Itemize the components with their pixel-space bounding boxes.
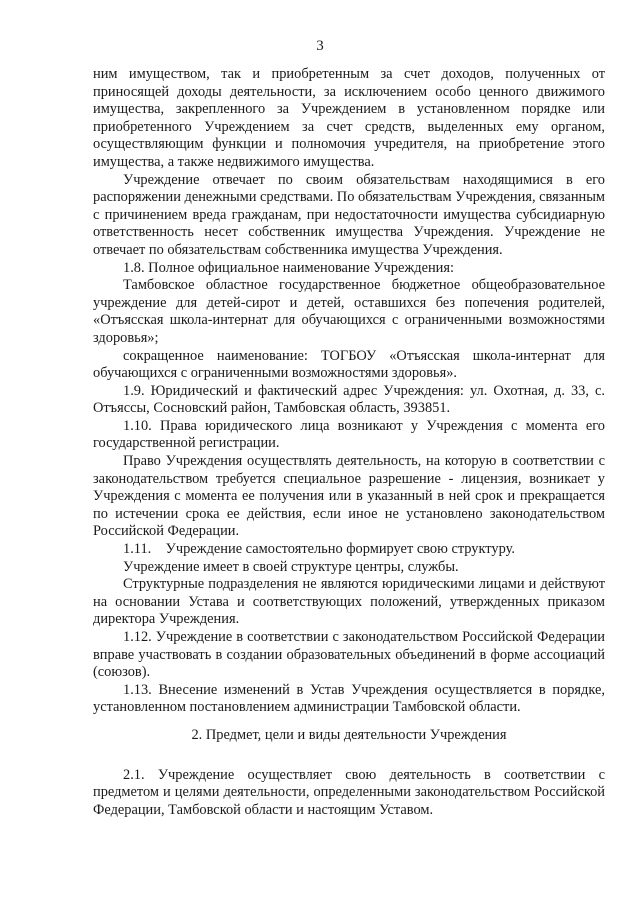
short-name: сокращенное наименование: ТОГБОУ «Отъясская школа-интернат для обучающихся с ограниченными возможностями здоровья». <box>93 347 605 382</box>
clause-1-12: 1.12. Учреждение в соответствии с законодательством Российской Федерации вправе участвовать в создании образовательных объединений в форме ассоциаций (союзов). <box>93 629 605 681</box>
clause-1-9: 1.9. Юридический и фактический адрес Учреждения: ул. Охотная, д. 33, с. Отъяссы, Сосновский район, Тамбовская область, 393851. <box>93 382 605 417</box>
clause-1-8: 1.8. Полное официальное наименование Учреждения: <box>123 259 454 276</box>
clause-1-13: 1.13. Внесение изменений в Устав Учреждения осуществляется в порядке, установленном постановлением администрации Тамбовской области. <box>93 681 605 716</box>
paragraph-property: ним имуществом, так и приобретенным за счет доходов, полученных от приносящей доходы деятельности, за исключением особо ценного движимого имущества, закрепленного за Учреждением в установленном порядке или приобретенного Учреждением за счет средств, выделенных ему органом, осуществляющим функции и полномочия учредителя, на приобретение этого имущества, а также недвижимого имущества. <box>93 66 605 170</box>
clause-2-1: 2.1. Учреждение осуществляет свою деятельность в соответствии с предметом и целями деятельности, определенными законодательством Российской Федерации, Тамбовской области и настоящим Уставом. <box>93 766 605 818</box>
document-body <box>93 66 605 819</box>
clause-1-10: 1.10. Права юридического лица возникают у Учреждения с момента его государственной регистрации. <box>93 417 605 452</box>
section-heading: 2. Предмет, цели и виды деятельности Учреждения <box>191 726 507 743</box>
paragraph-structure: Учреждение имеет в своей структуре центры, службы. <box>123 558 459 575</box>
paragraph-license: Право Учреждения осуществлять деятельность, на которую в соответствии с законодательством требуется специальное разрешение - лицензия, возникает у Учреждения с момента ее получения или в указанный в ней срок и прекращается по истечении срока ее действия, если иное не установлено законодательством Российской Федерации. <box>93 453 605 540</box>
clause-1-11: 1.11. Учреждение самостоятельно формирует свою структуру. <box>123 541 515 558</box>
paragraph-subdivisions: Структурные подразделения не являются юридическими лицами и действуют на основании Устава и соответствующих положений, утвержденных приказом директора Учреждения. <box>93 576 605 628</box>
page-number: 3 <box>316 38 324 54</box>
paragraph-liability: Учреждение отвечает по своим обязательствам находящимися в его распоряжении денежными средствами. По обязательствам Учреждения, связанным с причинением вреда гражданам, при недостаточности имущества субсидиарную ответственность несет собственник имущества Учреждения. Учреждение не отвечает по обязательствам собственника имущества Учреждения. <box>93 171 606 258</box>
full-name: Тамбовское областное государственное бюджетное общеобразовательное учреждение для детей-сирот и детей, оставшихся без попечения родителей, «Отъясская школа-интернат для обучающихся с ограниченными возможностями здоровья»; <box>93 277 605 346</box>
